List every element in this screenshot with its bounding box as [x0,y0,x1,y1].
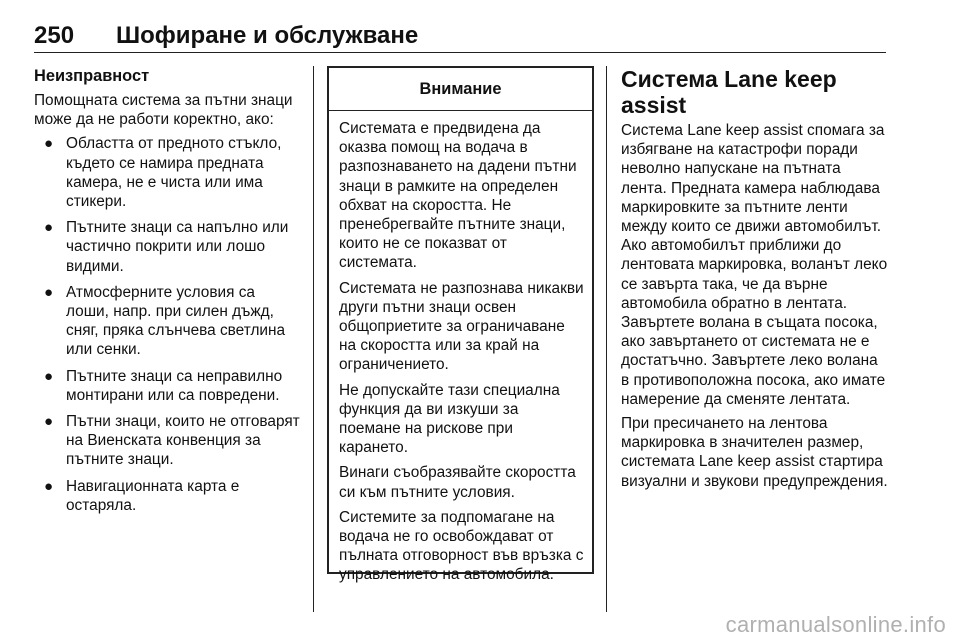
list-item [34,134,300,211]
bullet-icon: ● [44,135,54,153]
list-item-text: Пътни знаци, които не отговарят на Виенската конвенция за пътните знаци. [66,413,300,469]
section-heading-lane-keep-assist: Система Lane keep assist [621,66,837,118]
caution-paragraph: Не допускайте тази специална функция да ви изкуши за поемане на рискове при карането. [339,381,560,457]
caution-paragraph: Винаги съобразявайте скоростта си към пътните условия. [339,464,576,501]
list-item-text: Пътните знаци са напълно или частично покрити или лошо видими. [66,219,289,275]
intro-paragraph: Помощната система за пътни знаци може да не работи коректно, ако: [34,92,293,129]
column-divider [313,66,314,612]
caution-body [329,111,592,585]
caution-title: Внимание [329,68,592,111]
caution-paragraph: Системите за подпомагане на водача не го освобождават от пълната отговорност във връзка с управлението на автомобила. [339,508,584,584]
left-column [34,66,300,522]
body-paragraph: Система Lane keep assist спомага за избягване на катастрофи поради неволно напускане на пътната лента. Предната камера наблюдава маркировките за пътните ленти между които се движи автомобилът. Ако автомобилът приближи до лентовата маркировка, воланът леко се завърта така, че да върне автомобила обратно в лентата. Завъртете волана в същата посока, ако завъртането от системата не е достатъчно. Завъртете леко волана в противоположна посока, ако имате намерение да сменяте лентата. [621,122,888,408]
column-divider [606,66,607,612]
caution-paragraph: Системата не разпознава никакви други пътни знаци освен общоприетите за ограничаване на скоростта или за край на ограничението. [339,279,584,374]
bullet-icon: ● [44,219,54,237]
caution-box [327,66,594,584]
bullet-icon: ● [44,367,54,385]
section-heading-malfunction: Неизправност [34,67,150,85]
page-header [34,22,886,53]
page-number: 250 [34,22,75,49]
bullet-list [34,134,300,515]
list-item-text: Атмосферните условия са лоши, напр. при силен дъжд, сняг, пряка слънчева светлина или сенки. [66,283,286,359]
bullet-icon: ● [44,413,54,431]
bullet-icon: ● [44,477,54,495]
list-item-text: Пътните знаци са неправилно монтирани или са повредени. [66,367,283,404]
right-column [621,66,889,496]
list-item-text: Навигационната карта е остаряла. [66,477,240,514]
watermark: carmanualsonline.info [725,612,946,637]
body-paragraph: При пресичането на лентова маркировка в значителен размер, системата Lane keep assist стартира визуални и звукови предупреждения. [621,415,888,490]
chapter-title: Шофиране и обслужване [116,22,419,49]
list-item [34,412,300,470]
list-item [34,367,300,405]
list-item-text: Областта от предното стъкло, където се намира предната камера, не е чиста или има стикери. [66,135,282,211]
list-item [34,218,300,276]
bullet-icon: ● [44,283,54,301]
caution-paragraph: Системата е предвидена да оказва помощ на водача в разпознаването на дадени пътни знаци в рамките на определен обхват на скоростта. Не пренебрегвайте пътните знаци, които не се показват от системата. [339,120,577,272]
list-item [34,477,300,515]
list-item [34,283,300,360]
